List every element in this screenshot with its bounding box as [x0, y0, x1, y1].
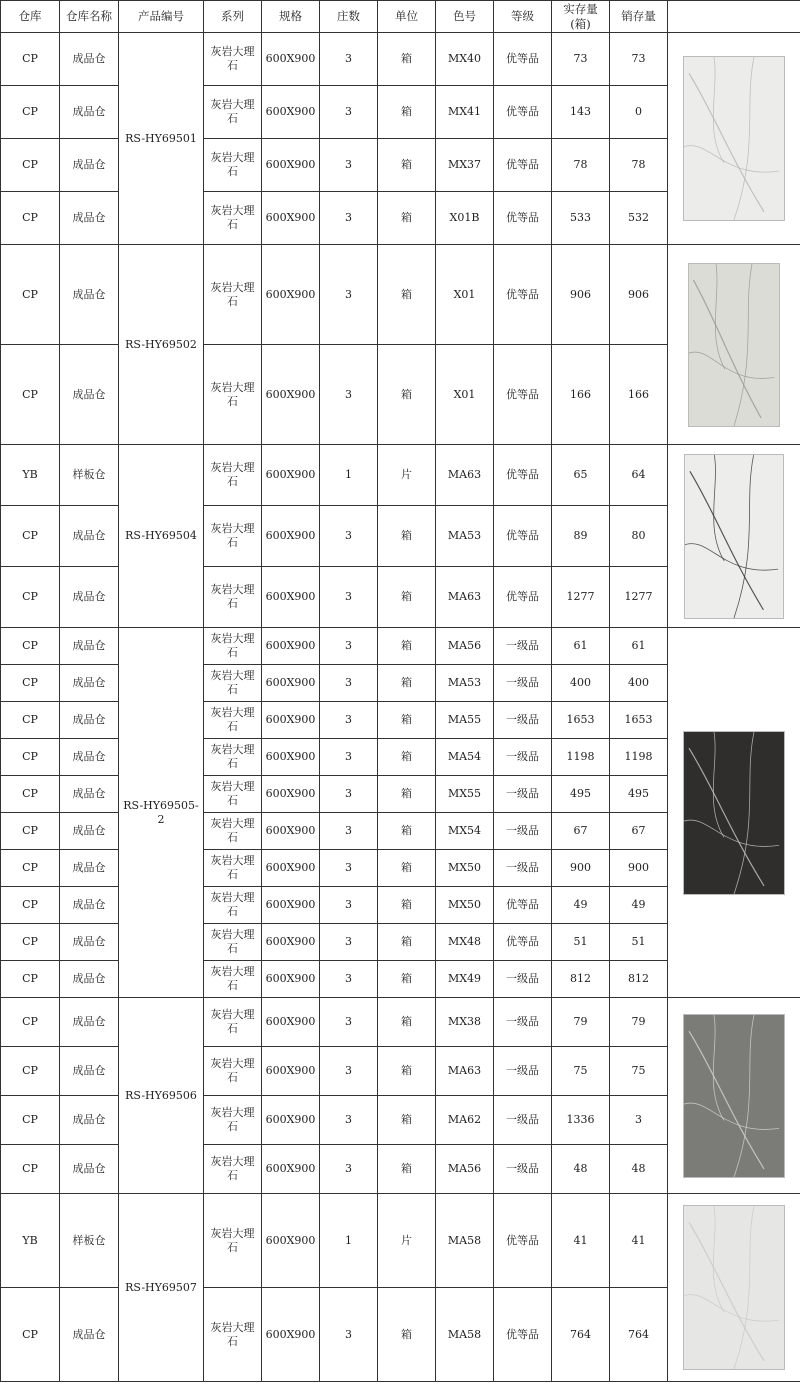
- color-code-cell: MX55: [436, 776, 494, 813]
- stock-cell: 41: [552, 1194, 610, 1288]
- sale-stock-cell: 51: [610, 924, 668, 961]
- sale-stock-cell: 1277: [610, 567, 668, 628]
- qty-cell: 3: [320, 665, 378, 702]
- color-code-cell: MA63: [436, 567, 494, 628]
- color-code-cell: MX49: [436, 961, 494, 998]
- grade-cell: 一级品: [494, 813, 552, 850]
- stock-cell: 400: [552, 665, 610, 702]
- unit-cell: 箱: [378, 245, 436, 345]
- sale-stock-cell: 1198: [610, 739, 668, 776]
- unit-cell: 箱: [378, 702, 436, 739]
- qty-cell: 3: [320, 345, 378, 445]
- table-row: [1, 1194, 800, 1288]
- warehouse-name-cell: 成品仓: [60, 86, 119, 139]
- warehouse-name-cell: 成品仓: [60, 33, 119, 86]
- sale-stock-cell: 166: [610, 345, 668, 445]
- warehouse-name-cell: 成品仓: [60, 345, 119, 445]
- warehouse-name-cell: 成品仓: [60, 739, 119, 776]
- qty-cell: 3: [320, 506, 378, 567]
- stock-cell: 73: [552, 33, 610, 86]
- header-spec: 规格: [262, 1, 320, 33]
- grade-cell: 一级品: [494, 665, 552, 702]
- warehouse-name-cell: 成品仓: [60, 813, 119, 850]
- color-code-cell: MX38: [436, 998, 494, 1047]
- grade-cell: 一级品: [494, 1145, 552, 1194]
- series-cell: 灰岩大理石: [204, 739, 262, 776]
- warehouse-cell: CP: [1, 665, 60, 702]
- spec-cell: 600X900: [262, 33, 320, 86]
- qty-cell: 3: [320, 33, 378, 86]
- stock-cell: 1198: [552, 739, 610, 776]
- stock-cell: 143: [552, 86, 610, 139]
- series-cell: 灰岩大理石: [204, 86, 262, 139]
- stock-cell: 166: [552, 345, 610, 445]
- qty-cell: 3: [320, 776, 378, 813]
- qty-cell: 3: [320, 86, 378, 139]
- table-row: [1, 998, 800, 1047]
- product-code-cell: RS-HY69502: [119, 245, 204, 445]
- color-code-cell: MX41: [436, 86, 494, 139]
- color-code-cell: MX50: [436, 887, 494, 924]
- stock-cell: 79: [552, 998, 610, 1047]
- sale-stock-cell: 495: [610, 776, 668, 813]
- color-code-cell: X01: [436, 345, 494, 445]
- series-cell: 灰岩大理石: [204, 567, 262, 628]
- color-code-cell: MA63: [436, 1047, 494, 1096]
- spec-cell: 600X900: [262, 86, 320, 139]
- sale-stock-cell: 0: [610, 86, 668, 139]
- stock-cell: 900: [552, 850, 610, 887]
- unit-cell: 箱: [378, 813, 436, 850]
- stock-cell: 49: [552, 887, 610, 924]
- grade-cell: 优等品: [494, 445, 552, 506]
- grade-cell: 优等品: [494, 33, 552, 86]
- product-code-cell: RS-HY69506: [119, 998, 204, 1194]
- warehouse-cell: CP: [1, 245, 60, 345]
- spec-cell: 600X900: [262, 776, 320, 813]
- spec-cell: 600X900: [262, 739, 320, 776]
- qty-cell: 3: [320, 924, 378, 961]
- series-cell: 灰岩大理石: [204, 961, 262, 998]
- unit-cell: 箱: [378, 665, 436, 702]
- grade-cell: 一级品: [494, 961, 552, 998]
- warehouse-name-cell: 成品仓: [60, 924, 119, 961]
- spec-cell: 600X900: [262, 139, 320, 192]
- sale-stock-cell: 3: [610, 1096, 668, 1145]
- unit-cell: 箱: [378, 1047, 436, 1096]
- product-image-cell: [668, 998, 800, 1194]
- table-row: [1, 628, 800, 665]
- unit-cell: 箱: [378, 998, 436, 1047]
- grade-cell: 一级品: [494, 702, 552, 739]
- unit-cell: 箱: [378, 139, 436, 192]
- stock-cell: 906: [552, 245, 610, 345]
- qty-cell: 3: [320, 961, 378, 998]
- sale-stock-cell: 532: [610, 192, 668, 245]
- header-grade: 等级: [494, 1, 552, 33]
- unit-cell: 箱: [378, 924, 436, 961]
- stock-cell: 533: [552, 192, 610, 245]
- series-cell: 灰岩大理石: [204, 702, 262, 739]
- grade-cell: 优等品: [494, 245, 552, 345]
- product-image-cell: [668, 33, 800, 245]
- spec-cell: 600X900: [262, 924, 320, 961]
- qty-cell: 3: [320, 1047, 378, 1096]
- qty-cell: 3: [320, 813, 378, 850]
- series-cell: 灰岩大理石: [204, 628, 262, 665]
- grade-cell: 优等品: [494, 86, 552, 139]
- header-qty: 庄数: [320, 1, 378, 33]
- grade-cell: 优等品: [494, 1194, 552, 1288]
- spec-cell: 600X900: [262, 1096, 320, 1145]
- sale-stock-cell: 812: [610, 961, 668, 998]
- color-code-cell: MX40: [436, 33, 494, 86]
- warehouse-cell: YB: [1, 1194, 60, 1288]
- unit-cell: 箱: [378, 739, 436, 776]
- qty-cell: 3: [320, 1288, 378, 1382]
- sale-stock-cell: 400: [610, 665, 668, 702]
- warehouse-name-cell: 成品仓: [60, 850, 119, 887]
- color-code-cell: MA53: [436, 506, 494, 567]
- warehouse-cell: CP: [1, 506, 60, 567]
- grade-cell: 优等品: [494, 567, 552, 628]
- white-marble-swatch: [683, 56, 785, 221]
- header-unit: 单位: [378, 1, 436, 33]
- qty-cell: 3: [320, 192, 378, 245]
- warehouse-name-cell: 成品仓: [60, 887, 119, 924]
- unit-cell: 箱: [378, 887, 436, 924]
- stock-cell: 67: [552, 813, 610, 850]
- unit-cell: 片: [378, 1194, 436, 1288]
- spec-cell: 600X900: [262, 998, 320, 1047]
- sale-stock-cell: 764: [610, 1288, 668, 1382]
- header-image: [668, 1, 800, 33]
- grade-cell: 一级品: [494, 1096, 552, 1145]
- table-row: [1, 445, 800, 506]
- color-code-cell: MA62: [436, 1096, 494, 1145]
- unit-cell: 箱: [378, 567, 436, 628]
- color-code-cell: MA55: [436, 702, 494, 739]
- spec-cell: 600X900: [262, 445, 320, 506]
- color-code-cell: MX54: [436, 813, 494, 850]
- qty-cell: 3: [320, 245, 378, 345]
- stock-cell: 495: [552, 776, 610, 813]
- qty-cell: 1: [320, 1194, 378, 1288]
- sale-stock-cell: 79: [610, 998, 668, 1047]
- warehouse-cell: CP: [1, 192, 60, 245]
- stock-cell: 1653: [552, 702, 610, 739]
- qty-cell: 3: [320, 139, 378, 192]
- series-cell: 灰岩大理石: [204, 924, 262, 961]
- spec-cell: 600X900: [262, 1288, 320, 1382]
- grade-cell: 一级品: [494, 628, 552, 665]
- warehouse-cell: CP: [1, 1145, 60, 1194]
- warehouse-cell: YB: [1, 445, 60, 506]
- stock-cell: 89: [552, 506, 610, 567]
- product-code-cell: RS-HY69507: [119, 1194, 204, 1382]
- stock-cell: 51: [552, 924, 610, 961]
- sale-stock-cell: 80: [610, 506, 668, 567]
- grade-cell: 优等品: [494, 139, 552, 192]
- warehouse-cell: CP: [1, 702, 60, 739]
- grade-cell: 优等品: [494, 887, 552, 924]
- header-stock: 实存量(箱): [552, 1, 610, 33]
- sale-stock-cell: 75: [610, 1047, 668, 1096]
- header-sale-stock: 销存量: [610, 1, 668, 33]
- grade-cell: 优等品: [494, 1288, 552, 1382]
- series-cell: 灰岩大理石: [204, 887, 262, 924]
- warehouse-name-cell: 成品仓: [60, 628, 119, 665]
- grade-cell: 一级品: [494, 776, 552, 813]
- unit-cell: 箱: [378, 961, 436, 998]
- warehouse-cell: CP: [1, 961, 60, 998]
- product-image-cell: [668, 1194, 800, 1382]
- series-cell: 灰岩大理石: [204, 1288, 262, 1382]
- sale-stock-cell: 78: [610, 139, 668, 192]
- color-code-cell: MX37: [436, 139, 494, 192]
- warehouse-cell: CP: [1, 739, 60, 776]
- qty-cell: 3: [320, 1145, 378, 1194]
- product-image-cell: [668, 628, 800, 998]
- qty-cell: 3: [320, 739, 378, 776]
- stock-cell: 78: [552, 139, 610, 192]
- sale-stock-cell: 906: [610, 245, 668, 345]
- light-grey-marble-swatch: [683, 1205, 785, 1370]
- warehouse-name-cell: 成品仓: [60, 139, 119, 192]
- header-product-code: 产品编号: [119, 1, 204, 33]
- warehouse-name-cell: 成品仓: [60, 776, 119, 813]
- warehouse-name-cell: 样板仓: [60, 1194, 119, 1288]
- sale-stock-cell: 61: [610, 628, 668, 665]
- warehouse-cell: CP: [1, 813, 60, 850]
- series-cell: 灰岩大理石: [204, 813, 262, 850]
- series-cell: 灰岩大理石: [204, 1145, 262, 1194]
- unit-cell: 箱: [378, 1288, 436, 1382]
- warehouse-cell: CP: [1, 345, 60, 445]
- qty-cell: 3: [320, 702, 378, 739]
- color-code-cell: MA63: [436, 445, 494, 506]
- grade-cell: 优等品: [494, 506, 552, 567]
- qty-cell: 3: [320, 628, 378, 665]
- spec-cell: 600X900: [262, 628, 320, 665]
- white-black-vein-marble-swatch: [684, 454, 784, 619]
- color-code-cell: MA58: [436, 1194, 494, 1288]
- grey-cloud-marble-swatch: [688, 263, 780, 427]
- header-row: [1, 1, 800, 33]
- black-marble-swatch: [683, 731, 785, 895]
- warehouse-name-cell: 成品仓: [60, 961, 119, 998]
- series-cell: 灰岩大理石: [204, 1194, 262, 1288]
- series-cell: 灰岩大理石: [204, 776, 262, 813]
- product-code-cell: RS-HY69501: [119, 33, 204, 245]
- series-cell: 灰岩大理石: [204, 506, 262, 567]
- qty-cell: 3: [320, 1096, 378, 1145]
- spec-cell: 600X900: [262, 567, 320, 628]
- unit-cell: 箱: [378, 1145, 436, 1194]
- sale-stock-cell: 49: [610, 887, 668, 924]
- spec-cell: 600X900: [262, 850, 320, 887]
- series-cell: 灰岩大理石: [204, 1047, 262, 1096]
- qty-cell: 1: [320, 445, 378, 506]
- grade-cell: 一级品: [494, 739, 552, 776]
- grade-cell: 优等品: [494, 924, 552, 961]
- qty-cell: 3: [320, 850, 378, 887]
- grade-cell: 一级品: [494, 1047, 552, 1096]
- warehouse-name-cell: 成品仓: [60, 998, 119, 1047]
- warehouse-cell: CP: [1, 1096, 60, 1145]
- warehouse-cell: CP: [1, 1047, 60, 1096]
- product-image-cell: [668, 445, 800, 628]
- unit-cell: 箱: [378, 1096, 436, 1145]
- warehouse-cell: CP: [1, 567, 60, 628]
- sale-stock-cell: 64: [610, 445, 668, 506]
- unit-cell: 片: [378, 445, 436, 506]
- unit-cell: 箱: [378, 345, 436, 445]
- spec-cell: 600X900: [262, 665, 320, 702]
- spec-cell: 600X900: [262, 245, 320, 345]
- series-cell: 灰岩大理石: [204, 33, 262, 86]
- sale-stock-cell: 73: [610, 33, 668, 86]
- grade-cell: 优等品: [494, 192, 552, 245]
- spec-cell: 600X900: [262, 1194, 320, 1288]
- table-row: [1, 245, 800, 345]
- warehouse-cell: CP: [1, 998, 60, 1047]
- header-warehouse: 仓库: [1, 1, 60, 33]
- series-cell: 灰岩大理石: [204, 345, 262, 445]
- grade-cell: 优等品: [494, 345, 552, 445]
- stock-cell: 61: [552, 628, 610, 665]
- stock-cell: 75: [552, 1047, 610, 1096]
- spec-cell: 600X900: [262, 1047, 320, 1096]
- warehouse-name-cell: 成品仓: [60, 665, 119, 702]
- series-cell: 灰岩大理石: [204, 245, 262, 345]
- warehouse-cell: CP: [1, 86, 60, 139]
- qty-cell: 3: [320, 887, 378, 924]
- sale-stock-cell: 41: [610, 1194, 668, 1288]
- series-cell: 灰岩大理石: [204, 445, 262, 506]
- spec-cell: 600X900: [262, 345, 320, 445]
- unit-cell: 箱: [378, 86, 436, 139]
- stock-cell: 65: [552, 445, 610, 506]
- stock-cell: 1336: [552, 1096, 610, 1145]
- sale-stock-cell: 900: [610, 850, 668, 887]
- color-code-cell: MA53: [436, 665, 494, 702]
- warehouse-name-cell: 成品仓: [60, 1096, 119, 1145]
- spec-cell: 600X900: [262, 702, 320, 739]
- warehouse-cell: CP: [1, 924, 60, 961]
- color-code-cell: MA54: [436, 739, 494, 776]
- sale-stock-cell: 67: [610, 813, 668, 850]
- sale-stock-cell: 1653: [610, 702, 668, 739]
- stock-cell: 48: [552, 1145, 610, 1194]
- spec-cell: 600X900: [262, 506, 320, 567]
- series-cell: 灰岩大理石: [204, 192, 262, 245]
- unit-cell: 箱: [378, 628, 436, 665]
- product-image-cell: [668, 245, 800, 445]
- series-cell: 灰岩大理石: [204, 665, 262, 702]
- color-code-cell: X01: [436, 245, 494, 345]
- warehouse-name-cell: 成品仓: [60, 702, 119, 739]
- warehouse-cell: CP: [1, 1288, 60, 1382]
- series-cell: 灰岩大理石: [204, 139, 262, 192]
- spec-cell: 600X900: [262, 192, 320, 245]
- warehouse-name-cell: 成品仓: [60, 1145, 119, 1194]
- series-cell: 灰岩大理石: [204, 1096, 262, 1145]
- warehouse-name-cell: 样板仓: [60, 445, 119, 506]
- unit-cell: 箱: [378, 850, 436, 887]
- warehouse-name-cell: 成品仓: [60, 245, 119, 345]
- spec-cell: 600X900: [262, 887, 320, 924]
- qty-cell: 3: [320, 998, 378, 1047]
- stock-cell: 812: [552, 961, 610, 998]
- sale-stock-cell: 48: [610, 1145, 668, 1194]
- unit-cell: 箱: [378, 506, 436, 567]
- warehouse-cell: CP: [1, 628, 60, 665]
- warehouse-cell: CP: [1, 139, 60, 192]
- spec-cell: 600X900: [262, 961, 320, 998]
- header-warehouse-name: 仓库名称: [60, 1, 119, 33]
- qty-cell: 3: [320, 567, 378, 628]
- warehouse-cell: CP: [1, 887, 60, 924]
- warehouse-cell: CP: [1, 850, 60, 887]
- warehouse-name-cell: 成品仓: [60, 192, 119, 245]
- stock-cell: 764: [552, 1288, 610, 1382]
- color-code-cell: MX48: [436, 924, 494, 961]
- warehouse-name-cell: 成品仓: [60, 567, 119, 628]
- warehouse-cell: CP: [1, 776, 60, 813]
- series-cell: 灰岩大理石: [204, 998, 262, 1047]
- grade-cell: 一级品: [494, 998, 552, 1047]
- unit-cell: 箱: [378, 192, 436, 245]
- color-code-cell: MA56: [436, 1145, 494, 1194]
- warehouse-name-cell: 成品仓: [60, 1288, 119, 1382]
- header-series: 系列: [204, 1, 262, 33]
- color-code-cell: MA56: [436, 628, 494, 665]
- header-color-code: 色号: [436, 1, 494, 33]
- color-code-cell: MX50: [436, 850, 494, 887]
- grey-marble-swatch: [683, 1014, 785, 1178]
- color-code-cell: MA58: [436, 1288, 494, 1382]
- spec-cell: 600X900: [262, 1145, 320, 1194]
- table-row: [1, 33, 800, 86]
- warehouse-cell: CP: [1, 33, 60, 86]
- color-code-cell: X01B: [436, 192, 494, 245]
- product-code-cell: RS-HY69505-2: [119, 628, 204, 998]
- series-cell: 灰岩大理石: [204, 850, 262, 887]
- unit-cell: 箱: [378, 776, 436, 813]
- grade-cell: 一级品: [494, 850, 552, 887]
- warehouse-name-cell: 成品仓: [60, 1047, 119, 1096]
- stock-cell: 1277: [552, 567, 610, 628]
- unit-cell: 箱: [378, 33, 436, 86]
- product-code-cell: RS-HY69504: [119, 445, 204, 628]
- spec-cell: 600X900: [262, 813, 320, 850]
- warehouse-name-cell: 成品仓: [60, 506, 119, 567]
